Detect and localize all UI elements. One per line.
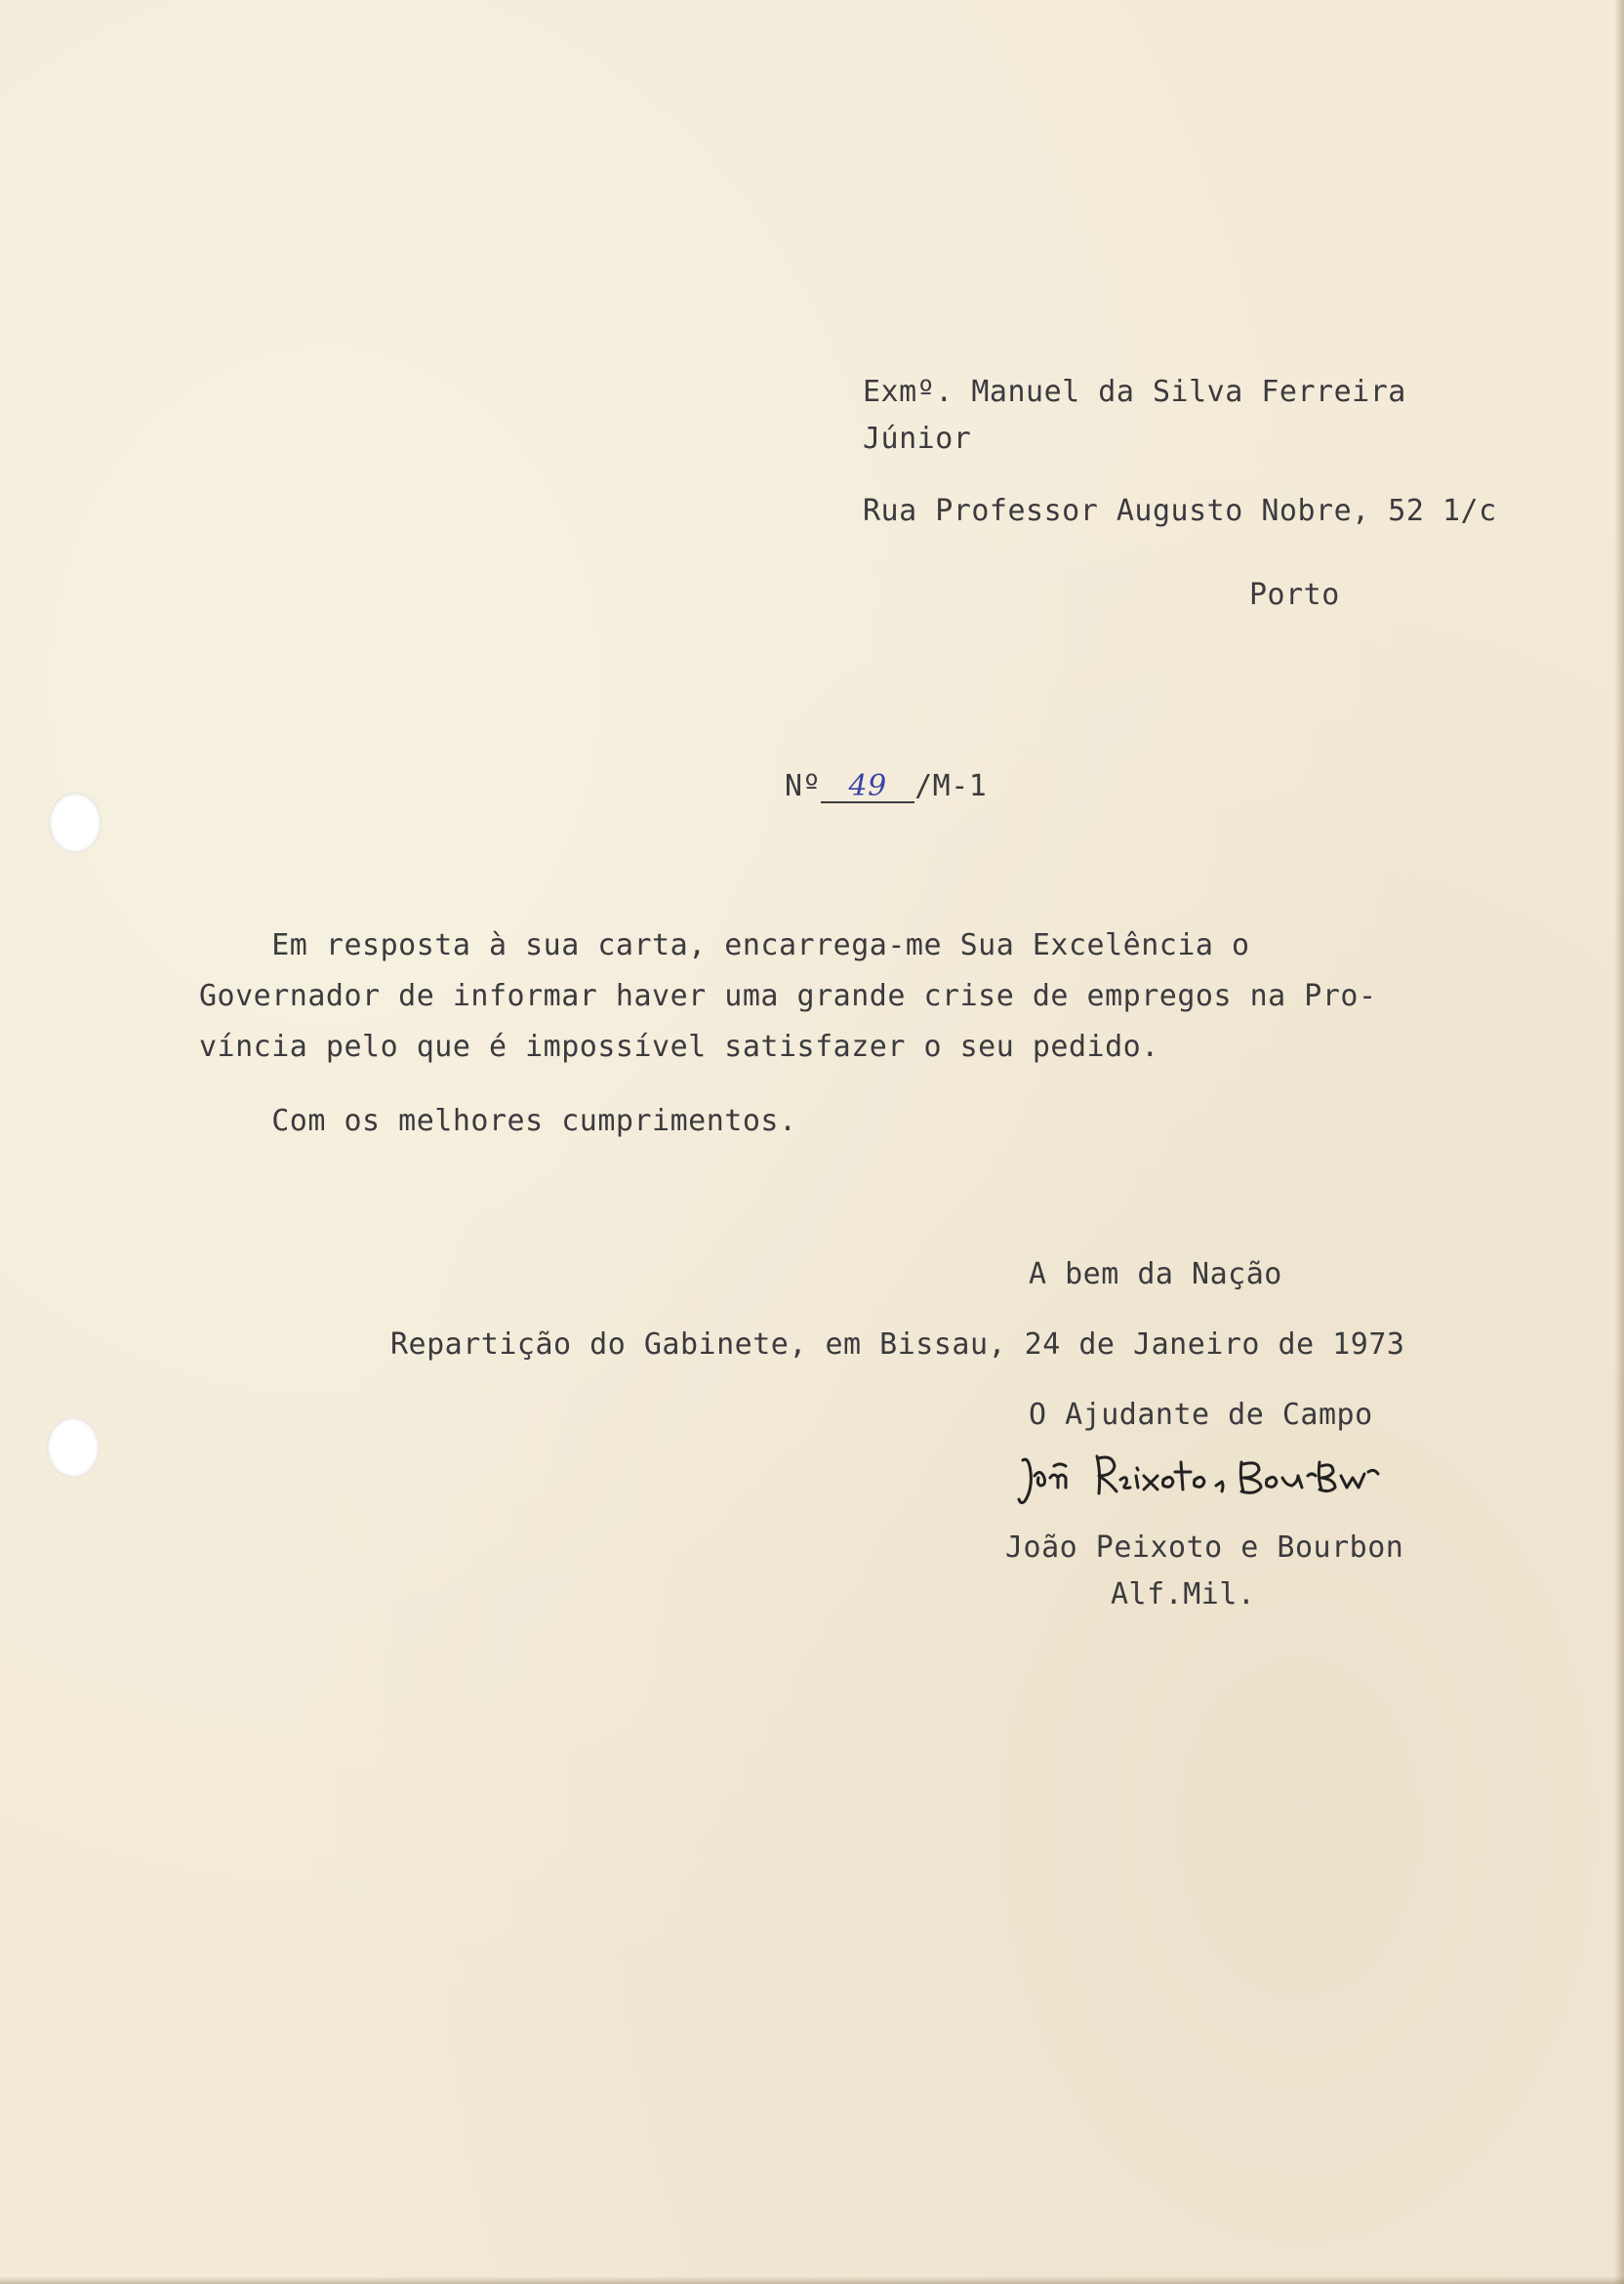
recipient-city: Porto <box>1249 578 1340 612</box>
letter-body <box>199 920 1468 1147</box>
closing-greeting: Com os melhores cumprimentos. <box>199 1104 797 1138</box>
handwritten-signature <box>1015 1443 1405 1521</box>
body-line-2: Governador de informar haver uma grande crise de empregos na Pro- <box>199 979 1377 1013</box>
place-and-date: Repartição do Gabinete, em Bissau, 24 de Janeiro de 1973 <box>390 1327 1405 1362</box>
reference-number <box>785 769 987 804</box>
reference-suffix: /M-1 <box>914 769 988 803</box>
reference-handwritten-number: 49 <box>848 769 887 803</box>
page-bottom-shadow <box>0 2276 1624 2284</box>
body-line-3: víncia pelo que é impossível satisfazer o seu pedido. <box>199 1030 1159 1064</box>
recipient-name: Exmº. Manuel da Silva Ferreira <box>863 375 1406 409</box>
page-edge-shadow <box>1614 0 1624 2284</box>
recipient-name-cont: Júnior <box>863 422 972 456</box>
motto: A bem da Nação <box>1029 1257 1282 1291</box>
reference-blank <box>821 769 914 803</box>
recipient-street: Rua Professor Augusto Nobre, 52 1/c <box>863 494 1497 528</box>
signatory-name: João Peixoto e Bourbon <box>1005 1530 1404 1565</box>
signatory-role: O Ajudante de Campo <box>1029 1398 1373 1432</box>
punch-hole-top <box>49 793 102 853</box>
body-line-1: Em resposta à sua carta, encarrega-me Sua Excelência o <box>199 928 1250 962</box>
signatory-rank: Alf.Mil. <box>1111 1577 1256 1611</box>
reference-prefix: Nº <box>785 769 822 803</box>
punch-hole-bottom <box>47 1417 100 1478</box>
